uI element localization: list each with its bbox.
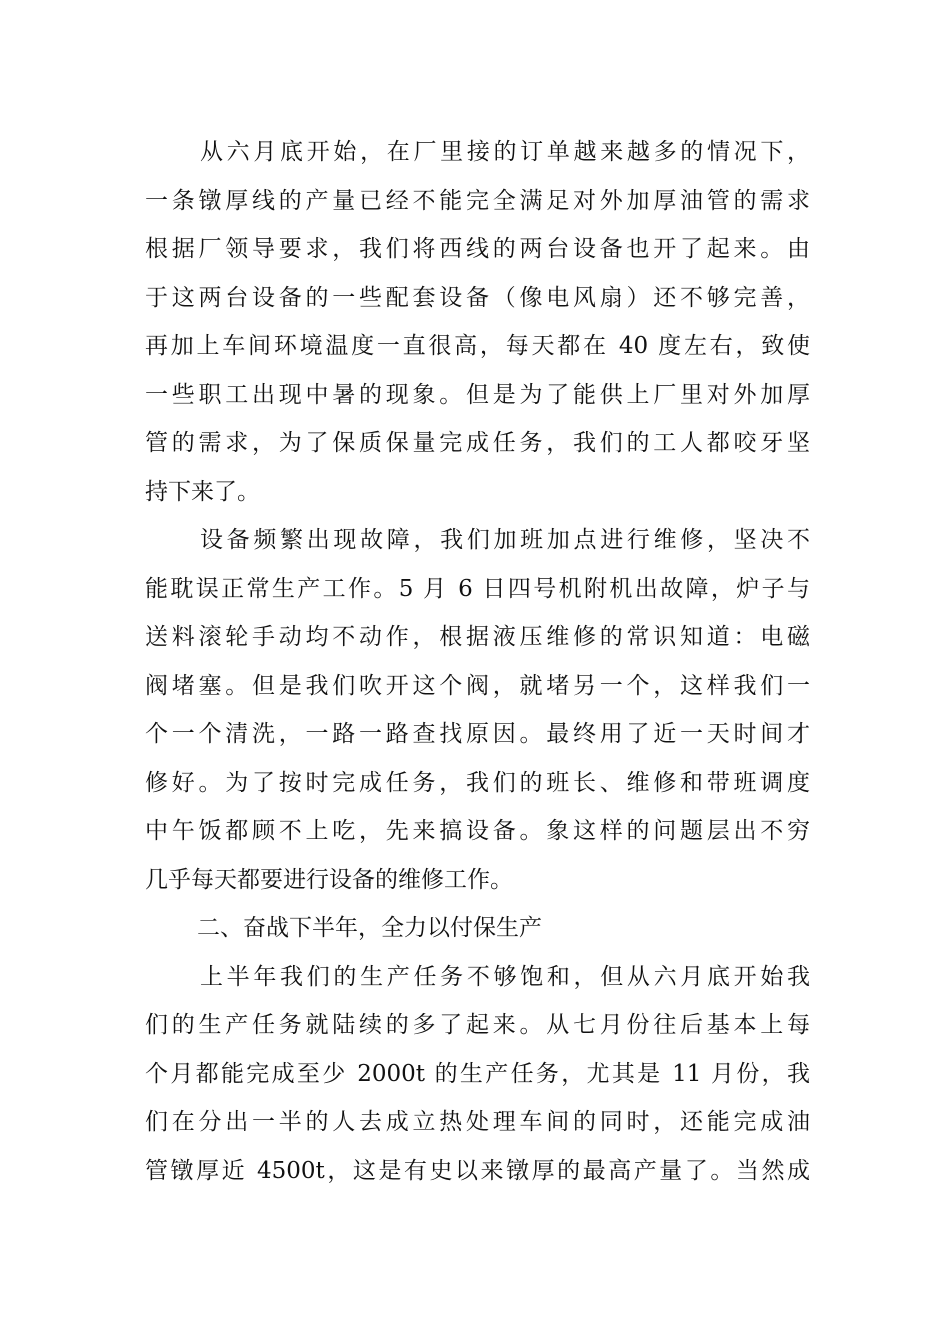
paragraph-line: 们在分出一半的人去成立热处理车间的同时，还能完成油 (145, 1109, 810, 1135)
paragraph-line: 个月都能完成至少 2000t 的生产任务，尤其是 11 月份，我 (145, 1060, 810, 1087)
paragraph-line: 根据厂领导要求，我们将西线的两台设备也开了起来。由 (145, 236, 810, 262)
paragraph-line: 们的生产任务就陆续的多了起来。从七月份往后基本上每 (145, 1012, 810, 1038)
paragraph-line: 几乎每天都要进行设备的维修工作。 (145, 866, 513, 893)
paragraph-line: 修好。为了按时完成任务，我们的班长、维修和带班调度 (145, 769, 810, 796)
paragraph-line: 送料滚轮手动均不动作，根据液压维修的常识知道：电磁 (145, 624, 810, 650)
paragraph-line: 个一个清洗，一路一路查找原因。最终用了近一天时间才 (145, 721, 810, 747)
paragraph-line: 一些职工出现中暑的现象。但是为了能供上厂里对外加厚 (145, 381, 810, 408)
paragraph-line: 能耽误正常生产工作。5 月 6 日四号机附机出故障，炉子与 (145, 575, 810, 602)
document-body (145, 128, 810, 1195)
paragraph-line: 上半年我们的生产任务不够饱和，但从六月底开始我 (200, 963, 810, 990)
paragraph-line: 于这两台设备的一些配套设备（像电风扇）还不够完善， (145, 284, 810, 311)
paragraph-line: 再加上车间环境温度一直很高，每天都在 40 度左右，致使 (145, 333, 810, 359)
paragraph-line: 一条镦厚线的产量已经不能完全满足对外加厚油管的需求 (145, 187, 810, 214)
paragraph-line: 设备频繁出现故障，我们加班加点进行维修，坚决不 (200, 527, 810, 553)
paragraph-line: 管镦厚近 4500t，这是有史以来镦厚的最高产量了。当然成 (145, 1157, 810, 1184)
paragraph-line: 阀堵塞。但是我们吹开这个阀，就堵另一个，这样我们一 (145, 672, 810, 699)
paragraph-line: 从六月底开始，在厂里接的订单越来越多的情况下， (200, 139, 810, 165)
paragraph-line: 中午饭都顾不上吃，先来搞设备。象这样的问题层出不穷 (145, 818, 810, 844)
paragraph-line: 管的需求，为了保质保量完成任务，我们的工人都咬牙坚 (145, 430, 810, 456)
section-heading: 二、奋战下半年，全力以付保生产 (197, 915, 542, 941)
paragraph-line: 持下来了。 (145, 478, 260, 505)
